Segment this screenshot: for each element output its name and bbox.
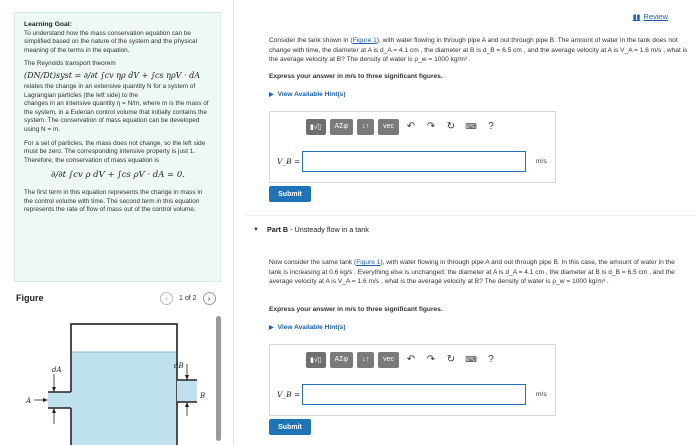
part-a-problem-text-2: ), with water flowing in through pipe A and out through pipe B. The amount of water in the tank does not change with time, the diameter at A is d_A = 4.1 cm , the diameter at B is d_B = 6.5 cm , and the average velocity at A is V_A = 1.6 m/s , what is the average velocity at B? The density of water is ρ_w = 1000 kg/m³ . bbox=[269, 37, 688, 64]
part-b-unit: m/s bbox=[536, 391, 547, 398]
review-label: Review bbox=[643, 12, 668, 21]
part-b-var-label: V_B = bbox=[277, 390, 301, 399]
part-b-caret-icon: ▼ bbox=[253, 226, 259, 233]
part-b-reset-icon[interactable]: ↻ bbox=[446, 354, 456, 365]
part-b-header[interactable] bbox=[253, 225, 369, 234]
rtt-heading: The Reynolds transport theorem bbox=[24, 60, 116, 68]
learning-goal-intro: To understand how the mass conservation equation can be simplified based on the nature of the system and the physical meaning of the terms in the equation. bbox=[24, 29, 198, 54]
dim-b-arrowhead-bottom bbox=[185, 402, 189, 407]
part-a-problem bbox=[269, 36, 689, 65]
part-a-hints-label: View Available Hint(s) bbox=[277, 91, 346, 98]
part-b-answer-input[interactable] bbox=[302, 384, 526, 405]
rtt-explain-1: relates the change in an extensive quantity N for a system of Lagrangian particles (the left side) to the bbox=[24, 82, 196, 99]
part-a-redo-icon[interactable]: ↷ bbox=[426, 121, 436, 132]
fixed-set-text: For a set of particles, the mass does not change, so the left side must be zero. The corresponding intensive property is just 1. Therefore, the conservation of mass equation is bbox=[24, 139, 206, 164]
part-a-var-label: V_B = bbox=[277, 157, 301, 166]
part-b-vec-button[interactable]: vec bbox=[378, 352, 399, 368]
part-b-keyboard-icon[interactable]: ⌨ bbox=[465, 355, 477, 364]
part-a-answer-input[interactable] bbox=[302, 151, 526, 172]
part-b-answer-box bbox=[269, 344, 556, 416]
part-b-toolbar bbox=[306, 350, 499, 369]
part-b-problem-text-1: Now consider the same tank ( bbox=[269, 259, 357, 266]
dim-a-arrowhead-top bbox=[52, 387, 56, 392]
tank-figure bbox=[14, 312, 218, 445]
tank-water bbox=[72, 352, 176, 445]
part-b-hints-label: View Available Hint(s) bbox=[277, 324, 346, 331]
part-b-submit-button[interactable]: Submit bbox=[269, 419, 311, 435]
part-a-arrows-button[interactable]: ↓↑ bbox=[357, 119, 374, 135]
review-icon: ▮▮ bbox=[632, 13, 641, 21]
figure-pager bbox=[160, 292, 216, 305]
templates-icon: ▮√▯ bbox=[310, 356, 322, 364]
pipe-a-water bbox=[48, 392, 72, 408]
part-a-unit: m/s bbox=[536, 158, 547, 165]
review-link[interactable] bbox=[633, 12, 668, 21]
part-b-title-bold: Part B bbox=[266, 225, 289, 234]
learning-goal-title: Learning Goal: bbox=[24, 21, 72, 28]
part-b-title-rest: - Unsteady flow in a tank bbox=[288, 225, 369, 234]
pipe-b-water bbox=[177, 380, 197, 402]
part-b-title bbox=[267, 225, 369, 234]
terms-explain: The first term in this equation represents the change in mass in the control volume with time. The second term in this equation represents the rate of flow of mass out of the control volume. bbox=[24, 188, 203, 214]
dim-a-arrowhead-bottom bbox=[52, 408, 56, 413]
flow-a-arrowhead bbox=[43, 398, 48, 402]
part-a-help-icon[interactable]: ? bbox=[488, 121, 494, 132]
figure-next-button[interactable]: › bbox=[203, 292, 216, 305]
rtt-explain-2: changes in an intensive quantity η = N/m, where m is the mass of the system, in a Eulerian control volume that initially contains the system. The conservation of mass equation can be developed using N = m. bbox=[24, 100, 209, 133]
part-b-arrows-button[interactable]: ↓↑ bbox=[357, 352, 374, 368]
part-a-hints-caret-icon: ▶ bbox=[269, 92, 274, 98]
part-a-keyboard-icon[interactable]: ⌨ bbox=[465, 122, 477, 131]
figure-prev-button[interactable]: ‹ bbox=[160, 292, 173, 305]
label-B: B bbox=[200, 392, 206, 400]
templates-icon: ▮√▯ bbox=[310, 123, 322, 131]
part-b-hints-caret-icon: ▶ bbox=[269, 325, 274, 331]
part-b-express: Express your answer in m/s to three significant figures. bbox=[269, 306, 443, 313]
rtt-equation: (DN/Dt)syst = ∂/∂t ∫cv ηρ dV + ∫cs ηρV · dA bbox=[24, 70, 200, 80]
part-b-undo-icon[interactable]: ↶ bbox=[406, 354, 416, 365]
part-a-submit-button[interactable]: Submit bbox=[269, 186, 311, 202]
part-a-express: Express your answer in m/s to three significant figures. bbox=[269, 73, 443, 80]
part-b-redo-icon[interactable]: ↷ bbox=[426, 354, 436, 365]
label-dA: dA bbox=[52, 366, 62, 374]
part-a-vec-button[interactable]: vec bbox=[378, 119, 399, 135]
right-panel bbox=[234, 0, 700, 445]
label-dB: dB bbox=[174, 362, 184, 370]
dim-b-arrowhead-top bbox=[185, 375, 189, 380]
part-b-problem-text-2: ), with water flowing in through pipe A and out through pipe B. In this case, the amount of water in the tank is increasing at 0.6 kg/s . Everything else is unchanged: the diameter at A is d_A = 4.1 cm , the diameter at B is d_B = 6.5 cm , and the average velocity at A is V_A = 1.6 m/s , what is the average velocity at B? The density of water is ρ_w = 1000 kg/m³ . bbox=[269, 259, 675, 286]
part-b-figure-link[interactable]: Figure 1 bbox=[356, 259, 381, 266]
part-b-help-icon[interactable]: ? bbox=[488, 354, 494, 365]
part-b-separator bbox=[246, 215, 696, 216]
label-A: A bbox=[26, 397, 32, 405]
part-b-symbols-button[interactable]: ΑΣφ bbox=[330, 352, 354, 368]
part-b-problem bbox=[269, 258, 689, 287]
part-a-answer-box bbox=[269, 111, 556, 183]
part-a-problem-text-1: Consider the tank shown in ( bbox=[269, 37, 353, 44]
part-b-hints-toggle[interactable] bbox=[269, 324, 346, 331]
part-b-templates-button[interactable] bbox=[306, 352, 326, 368]
part-a-undo-icon[interactable]: ↶ bbox=[406, 121, 416, 132]
learning-goal-box bbox=[14, 12, 221, 282]
figure-page-count: 1 of 2 bbox=[179, 295, 197, 302]
part-a-reset-icon[interactable]: ↻ bbox=[446, 121, 456, 132]
part-a-symbols-button[interactable]: ΑΣφ bbox=[330, 119, 354, 135]
left-panel bbox=[0, 0, 233, 445]
mass-equation: ∂/∂t ∫cv ρ dV + ∫cs ρV · dA = 0. bbox=[51, 170, 185, 181]
figure-label: Figure bbox=[16, 293, 44, 303]
part-a-hints-toggle[interactable] bbox=[269, 91, 346, 98]
part-a-toolbar bbox=[306, 117, 499, 136]
part-a-figure-link[interactable]: Figure 1 bbox=[352, 37, 377, 44]
figure-scrollbar[interactable] bbox=[216, 316, 221, 441]
part-a-templates-button[interactable] bbox=[306, 119, 326, 135]
